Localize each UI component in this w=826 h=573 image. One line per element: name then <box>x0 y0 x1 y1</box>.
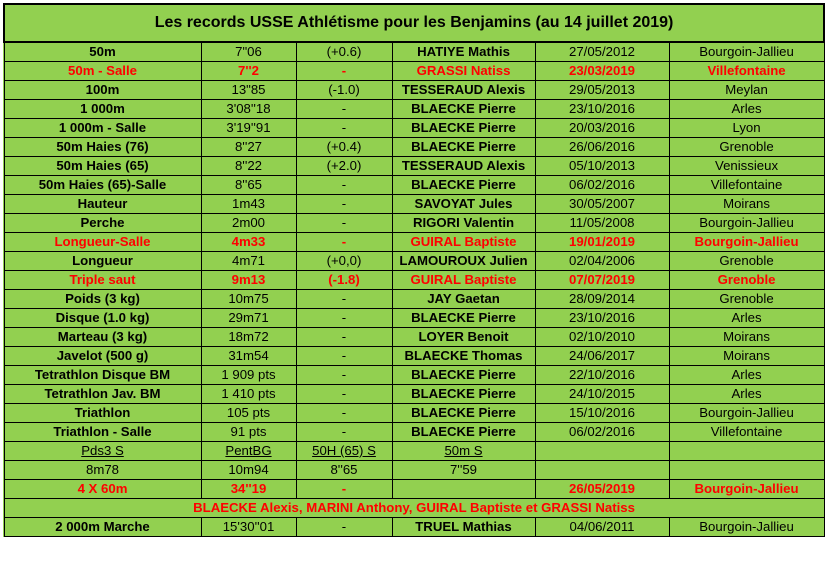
place-cell: Meylan <box>669 81 824 100</box>
wind-cell: - <box>296 404 392 423</box>
record-row <box>4 195 824 214</box>
combined-value-cell: 7''59 <box>392 461 535 480</box>
relay-row <box>4 480 824 499</box>
wind-cell: (+0.6) <box>296 42 392 62</box>
wind-cell: - <box>296 119 392 138</box>
record-row <box>4 81 824 100</box>
place-cell: Bourgoin-Jallieu <box>669 42 824 62</box>
date-cell: 19/01/2019 <box>535 233 669 252</box>
records-sheet <box>3 3 823 570</box>
date-cell: 06/02/2016 <box>535 423 669 442</box>
date-cell: 11/05/2008 <box>535 214 669 233</box>
wind-cell: - <box>296 290 392 309</box>
empty-cell <box>535 461 669 480</box>
event-cell: Longueur <box>4 252 201 271</box>
date-cell: 28/09/2014 <box>535 290 669 309</box>
athlete-cell: BLAECKE Pierre <box>392 138 535 157</box>
date-cell: 05/10/2013 <box>535 157 669 176</box>
event-cell: 1 000m <box>4 100 201 119</box>
table-title: Les records USSE Athlétisme pour les Benjamins (au 14 juillet 2019) <box>4 4 824 42</box>
event-cell: Javelot (500 g) <box>4 347 201 366</box>
event-cell: Marteau (3 kg) <box>4 328 201 347</box>
event-cell: Hauteur <box>4 195 201 214</box>
record-row <box>4 176 824 195</box>
record-row <box>4 385 824 404</box>
event-cell: 2 000m Marche <box>4 518 201 537</box>
event-cell: 100m <box>4 81 201 100</box>
date-cell: 23/03/2019 <box>535 62 669 81</box>
performance-cell: 13"85 <box>201 81 296 100</box>
place-cell: Villefontaine <box>669 62 824 81</box>
combined-header-cell <box>4 442 201 461</box>
place-cell: Moirans <box>669 195 824 214</box>
record-row <box>4 214 824 233</box>
wind-cell: - <box>296 518 392 537</box>
date-cell: 27/05/2012 <box>535 42 669 62</box>
performance-cell: 1 410 pts <box>201 385 296 404</box>
records-table-body <box>4 4 824 537</box>
place-cell: Grenoble <box>669 138 824 157</box>
relay-team-cell: BLAECKE Alexis, MARINI Anthony, GUIRAL Baptiste et GRASSI Natiss <box>4 499 824 518</box>
event-cell: 50m <box>4 42 201 62</box>
records-table <box>3 3 825 537</box>
date-cell: 29/05/2013 <box>535 81 669 100</box>
performance-cell: 18m72 <box>201 328 296 347</box>
event-cell: Perche <box>4 214 201 233</box>
wind-cell: (+0,0) <box>296 252 392 271</box>
place-cell: Villefontaine <box>669 423 824 442</box>
wind-cell: - <box>296 347 392 366</box>
performance-cell: 4m33 <box>201 233 296 252</box>
performance-cell: 31m54 <box>201 347 296 366</box>
date-cell: 06/02/2016 <box>535 176 669 195</box>
event-cell: Triathlon <box>4 404 201 423</box>
relay-team-row <box>4 499 824 518</box>
place-cell: Arles <box>669 100 824 119</box>
place-cell: Bourgoin-Jallieu <box>669 480 824 499</box>
athlete-cell: SAVOYAT Jules <box>392 195 535 214</box>
date-cell: 26/06/2016 <box>535 138 669 157</box>
wind-cell: - <box>296 214 392 233</box>
place-cell: Grenoble <box>669 252 824 271</box>
performance-cell: 91 pts <box>201 423 296 442</box>
performance-cell: 7''2 <box>201 62 296 81</box>
place-cell: Moirans <box>669 328 824 347</box>
date-cell: 24/06/2017 <box>535 347 669 366</box>
performance-cell: 8''27 <box>201 138 296 157</box>
combined-header-cell <box>201 442 296 461</box>
wind-cell: - <box>296 195 392 214</box>
date-cell: 02/10/2010 <box>535 328 669 347</box>
event-cell: Triple saut <box>4 271 201 290</box>
place-cell: Bourgoin-Jallieu <box>669 214 824 233</box>
wind-cell: - <box>296 62 392 81</box>
wind-cell: - <box>296 385 392 404</box>
athlete-cell: RIGORI Valentin <box>392 214 535 233</box>
record-row <box>4 518 824 537</box>
performance-cell: 105 pts <box>201 404 296 423</box>
record-row <box>4 119 824 138</box>
date-cell: 15/10/2016 <box>535 404 669 423</box>
record-row <box>4 42 824 62</box>
place-cell: Grenoble <box>669 271 824 290</box>
date-cell: 23/10/2016 <box>535 100 669 119</box>
event-cell: Poids (3 kg) <box>4 290 201 309</box>
combined-value-cell: 10m94 <box>201 461 296 480</box>
combined-header-row <box>4 442 824 461</box>
record-row <box>4 138 824 157</box>
performance-cell: 7"06 <box>201 42 296 62</box>
place-cell: Moirans <box>669 347 824 366</box>
date-cell: 24/10/2015 <box>535 385 669 404</box>
combined-header-label: PentBG <box>225 443 272 458</box>
empty-cell <box>669 442 824 461</box>
combined-header-cell <box>296 442 392 461</box>
combined-value-row <box>4 461 824 480</box>
record-row <box>4 62 824 81</box>
performance-cell: 1m43 <box>201 195 296 214</box>
athlete-cell: BLAECKE Pierre <box>392 309 535 328</box>
date-cell: 02/04/2006 <box>535 252 669 271</box>
event-cell: 50m Haies (65)-Salle <box>4 176 201 195</box>
wind-cell: (+0.4) <box>296 138 392 157</box>
performance-cell: 15'30''01 <box>201 518 296 537</box>
event-cell: 1 000m - Salle <box>4 119 201 138</box>
place-cell: Arles <box>669 309 824 328</box>
record-row <box>4 252 824 271</box>
date-cell: 26/05/2019 <box>535 480 669 499</box>
title-row <box>4 4 824 42</box>
place-cell: Bourgoin-Jallieu <box>669 233 824 252</box>
record-row <box>4 423 824 442</box>
athlete-cell: BLAECKE Pierre <box>392 176 535 195</box>
record-row <box>4 366 824 385</box>
empty-cell <box>535 442 669 461</box>
place-cell: Venissieux <box>669 157 824 176</box>
record-row <box>4 328 824 347</box>
place-cell: Villefontaine <box>669 176 824 195</box>
event-cell: Tetrathlon Jav. BM <box>4 385 201 404</box>
date-cell: 20/03/2016 <box>535 119 669 138</box>
event-cell: 50m Haies (65) <box>4 157 201 176</box>
athlete-cell: BLAECKE Pierre <box>392 100 535 119</box>
performance-cell: 1 909 pts <box>201 366 296 385</box>
event-cell: 50m Haies (76) <box>4 138 201 157</box>
event-cell: 4 X 60m <box>4 480 201 499</box>
performance-cell: 4m71 <box>201 252 296 271</box>
athlete-cell: BLAECKE Thomas <box>392 347 535 366</box>
wind-cell: - <box>296 366 392 385</box>
wind-cell: (-1.8) <box>296 271 392 290</box>
event-cell: Longueur-Salle <box>4 233 201 252</box>
performance-cell: 34''19 <box>201 480 296 499</box>
combined-value-cell: 8m78 <box>4 461 201 480</box>
combined-header-label: Pds3 S <box>81 443 124 458</box>
event-cell: 50m - Salle <box>4 62 201 81</box>
athlete-cell: TESSERAUD Alexis <box>392 157 535 176</box>
date-cell: 30/05/2007 <box>535 195 669 214</box>
combined-header-label: 50H (65) S <box>312 443 376 458</box>
wind-cell: - <box>296 309 392 328</box>
event-cell: Triathlon - Salle <box>4 423 201 442</box>
event-cell: Disque (1.0 kg) <box>4 309 201 328</box>
athlete-cell <box>392 480 535 499</box>
performance-cell: 9m13 <box>201 271 296 290</box>
record-row <box>4 404 824 423</box>
athlete-cell: LAMOUROUX Julien <box>392 252 535 271</box>
wind-cell: - <box>296 100 392 119</box>
record-row <box>4 157 824 176</box>
combined-value-cell: 8''65 <box>296 461 392 480</box>
date-cell: 23/10/2016 <box>535 309 669 328</box>
date-cell: 07/07/2019 <box>535 271 669 290</box>
performance-cell: 29m71 <box>201 309 296 328</box>
place-cell: Bourgoin-Jallieu <box>669 518 824 537</box>
wind-cell: (-1.0) <box>296 81 392 100</box>
wind-cell: - <box>296 423 392 442</box>
athlete-cell: GUIRAL Baptiste <box>392 233 535 252</box>
record-row <box>4 233 824 252</box>
combined-header-label: 50m S <box>444 443 483 458</box>
empty-cell <box>669 461 824 480</box>
record-row <box>4 290 824 309</box>
place-cell: Lyon <box>669 119 824 138</box>
record-row <box>4 309 824 328</box>
date-cell: 22/10/2016 <box>535 366 669 385</box>
athlete-cell: BLAECKE Pierre <box>392 404 535 423</box>
athlete-cell: GRASSI Natiss <box>392 62 535 81</box>
wind-cell: - <box>296 233 392 252</box>
athlete-cell: HATIYE Mathis <box>392 42 535 62</box>
combined-header-cell <box>392 442 535 461</box>
record-row <box>4 271 824 290</box>
wind-cell: - <box>296 480 392 499</box>
athlete-cell: BLAECKE Pierre <box>392 385 535 404</box>
athlete-cell: LOYER Benoit <box>392 328 535 347</box>
performance-cell: 3'19''91 <box>201 119 296 138</box>
date-cell: 04/06/2011 <box>535 518 669 537</box>
place-cell: Bourgoin-Jallieu <box>669 404 824 423</box>
wind-cell: (+2.0) <box>296 157 392 176</box>
athlete-cell: GUIRAL Baptiste <box>392 271 535 290</box>
wind-cell: - <box>296 328 392 347</box>
performance-cell: 10m75 <box>201 290 296 309</box>
athlete-cell: TESSERAUD Alexis <box>392 81 535 100</box>
athlete-cell: BLAECKE Pierre <box>392 366 535 385</box>
place-cell: Arles <box>669 366 824 385</box>
wind-cell: - <box>296 176 392 195</box>
athlete-cell: BLAECKE Pierre <box>392 423 535 442</box>
performance-cell: 3'08''18 <box>201 100 296 119</box>
event-cell: Tetrathlon Disque BM <box>4 366 201 385</box>
record-row <box>4 347 824 366</box>
place-cell: Arles <box>669 385 824 404</box>
athlete-cell: JAY Gaetan <box>392 290 535 309</box>
place-cell: Grenoble <box>669 290 824 309</box>
performance-cell: 8''22 <box>201 157 296 176</box>
athlete-cell: BLAECKE Pierre <box>392 119 535 138</box>
performance-cell: 2m00 <box>201 214 296 233</box>
record-row <box>4 100 824 119</box>
performance-cell: 8''65 <box>201 176 296 195</box>
athlete-cell: TRUEL Mathias <box>392 518 535 537</box>
